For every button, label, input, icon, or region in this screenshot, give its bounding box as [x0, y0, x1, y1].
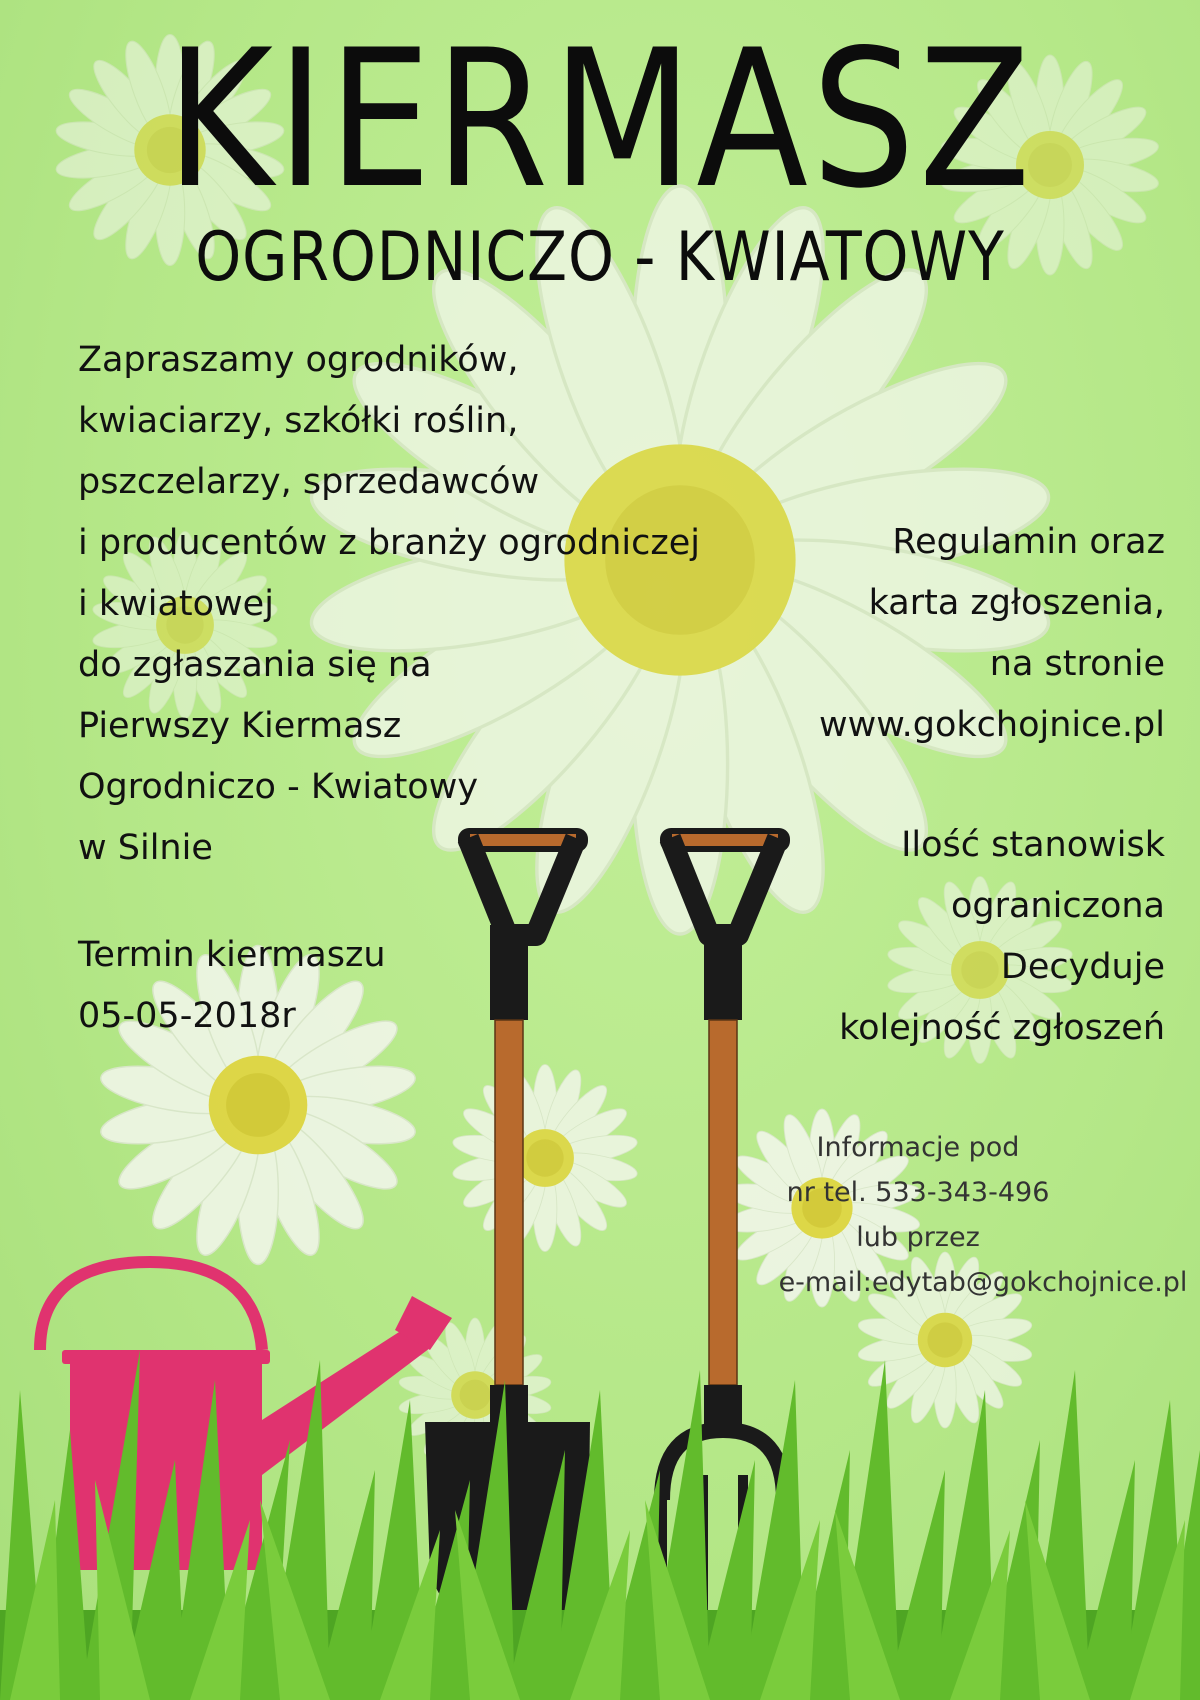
invitation-line: i kwiatowej	[78, 584, 274, 624]
poster-title: KIERMASZ	[165, 9, 1035, 230]
invitation-line: Zapraszamy ogrodników,	[78, 340, 519, 380]
date-label: Termin kiermaszu	[78, 935, 386, 975]
invitation-line: Pierwszy Kiermasz	[78, 706, 402, 746]
regulations-line: karta zgłoszenia,	[868, 583, 1165, 623]
contact-info	[748, 1125, 1188, 1305]
regulations-info	[819, 512, 1165, 756]
contact-line: Informacje pod	[816, 1132, 1020, 1163]
invitation-line: Ogrodniczo - Kwiatowy	[78, 767, 479, 807]
phone-number[interactable]: nr tel. 533-343-496	[786, 1177, 1050, 1208]
regulations-line: Regulamin oraz	[892, 522, 1165, 562]
invitation-line: w Silnie	[78, 828, 213, 868]
contact-line: lub przez	[856, 1222, 980, 1253]
places-line: ograniczona	[950, 886, 1165, 926]
places-line: kolejność zgłoszeń	[839, 1008, 1165, 1048]
website-link[interactable]: www.gokchojnice.pl	[818, 705, 1165, 745]
invitation-line: i producentów z branży ogrodniczej	[78, 523, 700, 563]
invitation-line: pszczelarzy, sprzedawców	[78, 462, 540, 502]
places-info	[839, 815, 1165, 1059]
event-date	[78, 925, 386, 1047]
places-line: Decyduje	[1000, 947, 1165, 987]
email-link[interactable]: e-mail:edytab@gokchojnice.pl	[778, 1267, 1188, 1298]
regulations-line: na stronie	[989, 644, 1165, 684]
places-line: Ilość stanowisk	[901, 825, 1165, 865]
invitation-line: do zgłaszania się na	[78, 645, 432, 685]
daisy-icon	[451, 1065, 639, 1252]
invitation-line: kwiaciarzy, szkółki roślin,	[78, 401, 519, 441]
invitation-text	[78, 330, 700, 879]
date-value: 05-05-2018r	[78, 996, 296, 1036]
poster-subtitle: OGRODNICZO - KWIATOWY	[195, 218, 1005, 297]
